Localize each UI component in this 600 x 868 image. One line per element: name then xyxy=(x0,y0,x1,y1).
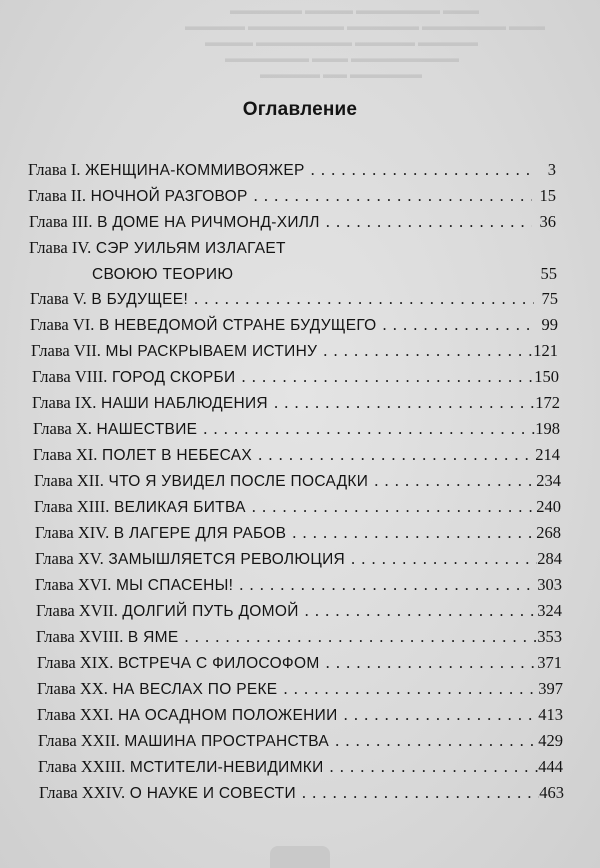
toc-page-number: 121 xyxy=(533,341,558,360)
toc-entry-continuation xyxy=(92,264,557,288)
toc-chapter-title: ДОЛГИЙ ПУТЬ ДОМОЙ xyxy=(117,603,299,620)
toc-page-number: 75 xyxy=(541,289,558,308)
toc-entry xyxy=(35,523,561,547)
toc-chapter-title: НАШИ НАБЛЮДЕНИЯ xyxy=(96,395,268,412)
toc-chapter-title: НОЧНОЙ РАЗГОВОР xyxy=(86,188,248,205)
toc-entry xyxy=(32,393,560,417)
toc-chapter-title: НАШЕСТВИЕ xyxy=(91,421,198,438)
toc-chapter-number: Глава XIV. xyxy=(35,523,110,542)
toc-page-number: 99 xyxy=(541,315,558,334)
toc-leader-dots xyxy=(286,523,536,543)
toc-chapter-title: ЗАМЫШЛЯЕТСЯ РЕВОЛЮЦИЯ xyxy=(103,551,346,568)
toc-chapter-number: Глава I. xyxy=(28,160,81,179)
toc-chapter-title: В БУДУЩЕЕ! xyxy=(86,291,189,308)
toc-page-number: 234 xyxy=(536,471,561,490)
toc-entry xyxy=(36,601,562,625)
toc-chapter-title: МЫ СПАСЕНЫ! xyxy=(111,577,234,594)
toc-chapter-number: Глава XIII. xyxy=(34,497,110,516)
toc-chapter-number: Глава XVIII. xyxy=(36,627,124,646)
toc-leader-dots xyxy=(248,186,532,206)
toc-leader-dots xyxy=(299,601,538,621)
toc-page-number: 397 xyxy=(538,679,563,698)
toc-entry xyxy=(35,549,562,573)
toc-chapter-number: Глава VI. xyxy=(30,315,95,334)
toc-leader-dots xyxy=(305,160,532,180)
toc-page-number: 463 xyxy=(539,783,564,802)
toc-chapter-title: ГОРОД СКОРБИ xyxy=(107,369,236,386)
toc-chapter-title: МЫ РАСКРЫВАЕМ ИСТИНУ xyxy=(100,343,318,360)
toc-entry xyxy=(34,471,561,495)
toc-chapter-number: Глава XXIII. xyxy=(38,757,126,776)
toc-chapter-title: НА ОСАДНОМ ПОЛОЖЕНИИ xyxy=(113,707,338,724)
toc-leader-dots xyxy=(320,212,532,232)
page-number-tab xyxy=(270,846,330,868)
toc-chapter-title: О НАУКЕ И СОВЕСТИ xyxy=(125,785,296,802)
toc-entry xyxy=(32,367,559,391)
toc-entry xyxy=(36,627,562,651)
show-through-text: ▬▬▬▬▬ ▬▬▬▬▬▬▬▬ ▬▬▬▬▬▬ ▬▬▬▬▬▬▬ ▬▬▬ xyxy=(185,19,545,33)
toc-leader-dots xyxy=(188,289,534,309)
toc-entry xyxy=(33,445,560,469)
toc-chapter-number: Глава X. xyxy=(33,419,92,438)
toc-leader-dots xyxy=(338,705,539,725)
toc-chapter-title: В ЯМЕ xyxy=(123,629,179,646)
toc-chapter-number: Глава XX. xyxy=(37,679,108,698)
toc-chapter-number: Глава IV. xyxy=(29,238,92,257)
toc-page-number: 36 xyxy=(539,212,556,231)
show-through-text: ▬▬▬▬▬ ▬▬ ▬▬▬▬▬▬ xyxy=(260,67,422,81)
toc-entry xyxy=(34,497,561,521)
toc-entry xyxy=(33,419,560,443)
toc-entry xyxy=(37,679,563,703)
toc-chapter-number: Глава XXIV. xyxy=(39,783,126,802)
toc-chapter-number: Глава V. xyxy=(30,289,87,308)
toc-leader-dots xyxy=(296,783,539,803)
toc-entry xyxy=(28,186,556,210)
toc-entry xyxy=(35,575,562,599)
show-through-text: ▬▬▬▬▬▬▬ ▬▬▬ ▬▬▬▬▬▬▬▬▬ xyxy=(225,51,459,65)
toc-chapter-title: МСТИТЕЛИ-НЕВИДИМКИ xyxy=(125,759,324,776)
toc-entry xyxy=(29,238,286,262)
toc-page-number: 172 xyxy=(535,393,560,412)
toc-entry xyxy=(38,731,563,755)
toc-chapter-title: ЧТО Я УВИДЕЛ ПОСЛЕ ПОСАДКИ xyxy=(103,473,369,490)
toc-chapter-number: Глава VIII. xyxy=(32,367,108,386)
toc-entry xyxy=(37,653,562,677)
toc-chapter-title: МАШИНА ПРОСТРАНСТВА xyxy=(119,733,330,750)
toc-leader-dots xyxy=(252,445,535,465)
toc-chapter-title: ПОЛЕТ В НЕБЕСАХ xyxy=(97,447,253,464)
toc-leader-dots xyxy=(377,315,534,335)
page-title: Оглавление xyxy=(242,99,358,120)
toc-page-number: 3 xyxy=(547,160,556,179)
show-through-text: ▬▬▬▬▬▬ ▬▬▬▬ ▬▬▬▬▬▬▬ ▬▬▬ xyxy=(230,3,479,17)
toc-chapter-number: Глава XVII. xyxy=(36,601,118,620)
toc-chapter-number: Глава XIX. xyxy=(37,653,114,672)
toc-chapter-title: В ЛАГЕРЕ ДЛЯ РАБОВ xyxy=(109,525,287,542)
toc-leader-dots xyxy=(235,367,534,387)
toc-leader-dots xyxy=(324,757,539,777)
toc-page-number: 371 xyxy=(537,653,562,672)
toc-chapter-title: НА ВЕСЛАХ ПО РЕКЕ xyxy=(107,681,278,698)
toc-entry xyxy=(31,341,558,365)
toc-page-number: 413 xyxy=(538,705,563,724)
toc-page-number: 214 xyxy=(535,445,560,464)
toc-leader-dots xyxy=(320,653,538,673)
toc-page-number: 324 xyxy=(537,601,562,620)
toc-entry xyxy=(38,757,563,781)
toc-page-number: 240 xyxy=(536,497,561,516)
toc-leader-dots xyxy=(368,471,536,491)
toc-leader-dots xyxy=(277,679,538,699)
toc-leader-dots xyxy=(233,575,537,595)
toc-leader-dots xyxy=(268,393,535,413)
toc-leader-dots xyxy=(197,419,535,439)
toc-entry xyxy=(29,212,556,236)
toc-chapter-number: Глава XXII. xyxy=(38,731,120,750)
show-through-text: ▬▬▬▬ ▬▬▬▬▬▬▬▬ ▬▬▬▬▬ ▬▬▬▬▬ xyxy=(205,35,478,49)
toc-page-number: 268 xyxy=(536,523,561,542)
toc-chapter-title: ЖЕНЩИНА-КОММИВОЯЖЕР xyxy=(80,162,305,179)
toc-chapter-number: Глава III. xyxy=(29,212,93,231)
toc-entry xyxy=(39,783,564,807)
toc-entry xyxy=(37,705,563,729)
toc-chapter-number: Глава VII. xyxy=(31,341,101,360)
toc-chapter-title: В ДОМЕ НА РИЧМОНД-ХИЛЛ xyxy=(92,214,320,231)
toc-chapter-number: Глава XXI. xyxy=(37,705,114,724)
toc-chapter-number: Глава XVI. xyxy=(35,575,112,594)
toc-page-number: 150 xyxy=(534,367,559,386)
toc-leader-dots xyxy=(179,627,538,647)
toc-leader-dots xyxy=(329,731,538,751)
toc-chapter-number: Глава XII. xyxy=(34,471,104,490)
toc-chapter-number: Глава XI. xyxy=(33,445,98,464)
toc-entry xyxy=(30,315,558,339)
toc-leader-dots xyxy=(246,497,537,517)
toc-entry xyxy=(28,160,556,184)
toc-page-number: 303 xyxy=(537,575,562,594)
toc-page-number: 55 xyxy=(540,264,557,283)
toc-chapter-number: Глава II. xyxy=(28,186,86,205)
toc-page-number: 353 xyxy=(537,627,562,646)
toc-chapter-title: В НЕВЕДОМОЙ СТРАНЕ БУДУЩЕГО xyxy=(94,317,377,334)
toc-page-number: 15 xyxy=(539,186,556,205)
toc-leader-dots xyxy=(317,341,533,361)
toc-leader-dots xyxy=(345,549,537,569)
toc-page-number: 198 xyxy=(535,419,560,438)
toc-chapter-title: СЭР УИЛЬЯМ ИЗЛАГАЕТ xyxy=(91,240,286,257)
toc-entry xyxy=(30,289,558,313)
toc-chapter-title-continuation: СВОЮЮ ТЕОРИЮ xyxy=(92,266,234,283)
toc-page-number: 284 xyxy=(537,549,562,568)
toc-page-number: 429 xyxy=(538,731,563,750)
toc-chapter-number: Глава XV. xyxy=(35,549,104,568)
toc-page-number: 444 xyxy=(538,757,563,776)
toc-chapter-number: Глава IX. xyxy=(32,393,97,412)
toc-chapter-title: ВЕЛИКАЯ БИТВА xyxy=(109,499,246,516)
toc-chapter-title: ВСТРЕЧА С ФИЛОСОФОМ xyxy=(113,655,320,672)
